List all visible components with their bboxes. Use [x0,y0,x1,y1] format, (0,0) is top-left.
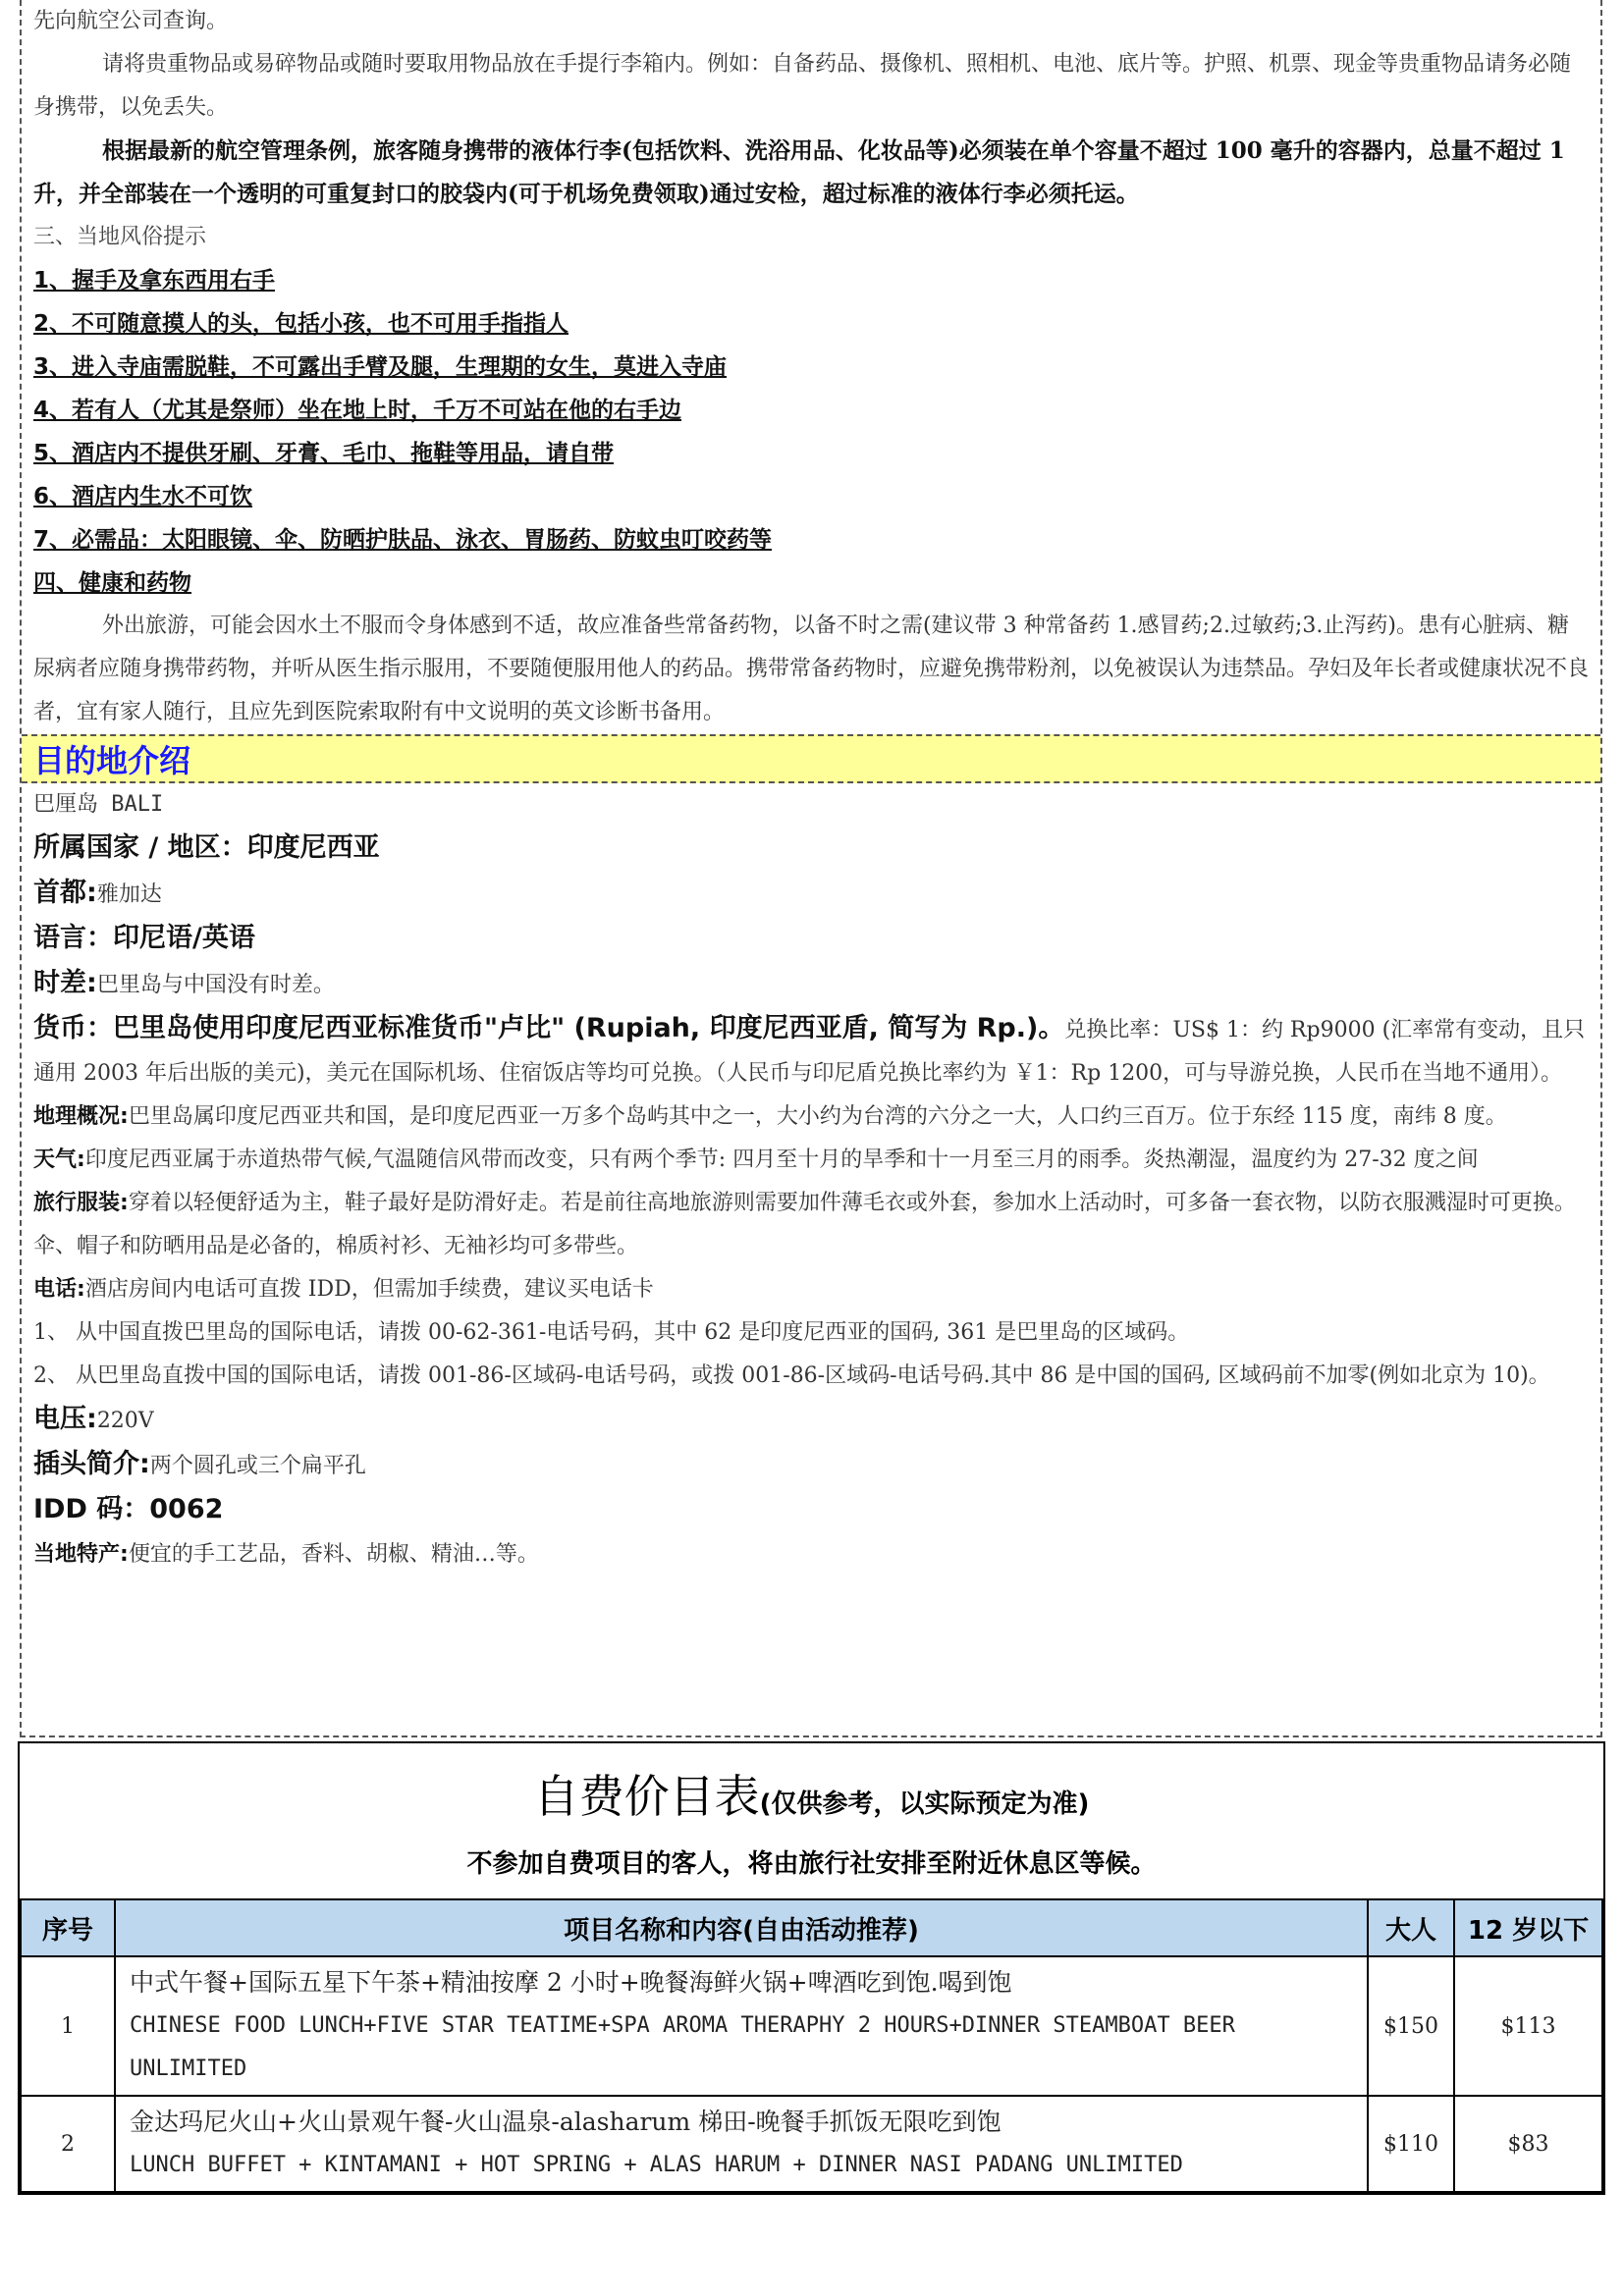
row-description-cn: 中式午餐+国际五星下午茶+精油按摩 2 小时+晚餐海鲜火锅+啤酒吃到饱.喝到饱 [130,1968,1012,1997]
destination-plug: 插头简介:两个圆孔或三个扁平孔 [33,1449,366,1479]
destination-country: 所属国家 / 地区：印度尼西亚 [33,832,380,863]
header-item: 项目名称和内容(自由活动推荐) [115,1899,1368,1956]
price-list-subtitle: 不参加自费项目的客人，将由旅行社安排至附近休息区等候。 [466,1849,1157,1879]
row-adult-price: $150 [1368,1956,1454,2096]
airline-inquiry-text: 先向航空公司查询。 [33,9,229,33]
valuables-paragraph: 请将贵重物品或易碎物品或随时要取用物品放在手提行李箱内。例如：自备药品、摄像机、照相机、电池、底片等。护照、机票、现金等贵重物品请务必随身携带，以免丢失。 [33,52,1572,120]
destination-name: 巴厘岛 BALI [33,792,164,817]
price-table [20,1898,1603,2193]
destination-language: 语言：印尼语/英语 [33,923,255,953]
price-table-header [21,1899,1602,1956]
row-description-cn: 金达玛尼火山+火山景观午餐-火山温泉-alasharum 梯田-晚餐手抓饭无限吃到饱 [130,2108,1001,2136]
price-list-box [18,1741,1605,2195]
price-list-title-text: 自费价目表 [533,1770,760,1823]
destination-phone-item-1: 1、 从中国直拨巴里岛的国际电话，请拨 00-62-361-电话号码，其中 62 是印度尼西亚的国码, 361 是巴里岛的区域码。 [33,1320,1190,1345]
row-description-en: CHINESE FOOD LUNCH+FIVE STAR TEATIME+SPA AROMA THERAPHY 2 HOURS+DINNER STEAMBOAT BEER UNLIMITED [130,2013,1235,2081]
customs-section-title: 三、当地风俗提示 [33,225,207,249]
row-child-price: $113 [1454,1956,1602,2096]
destination-voltage: 电压:220V [33,1404,154,1434]
row-description-en: LUNCH BUFFET + KINTAMANI + HOT SPRING + ALAS HARUM + DINNER NASI PADANG UNLIMITED [130,2153,1183,2177]
header-child: 12 岁以下 [1454,1899,1602,1956]
price-list-title [20,1743,1603,1830]
travel-info-box [20,0,1602,1737]
custom-tip-2: 2、不可随意摸人的头，包括小孩，也不可用手指指人 [33,311,569,337]
destination-geography: 地理概况:巴里岛属印度尼西亚共和国，是印度尼西亚一万多个岛屿其中之一，大小约为台湾的六分之一大，人口约三百万。位于东经 115 度，南纬 8 度。 [33,1104,1507,1129]
row-no: 2 [21,2096,115,2192]
destination-currency: 货币：巴里岛使用印度尼西亚标准货币"卢比" (Rupiah, 印度尼西亚盾, 简写为 Rp.)。兑换比率：US$ 1：约 Rp9000 (汇率常有变动，且只通用 2003 年后出版的美元)，美元在国际机场、住宿饭店等均可兑换。（人民币与印尼盾兑换比率约为 ￥1：Rp 1200，可与导游兑换，人民币在当地不通用）。 [33,1013,1586,1086]
destination-weather: 天气:印度尼西亚属于赤道热带气候,气温随信风带而改变，只有两个季节: 四月至十月的旱季和十一月至三月的雨季。炎热潮湿，温度约为 27-32 度之间 [33,1148,1479,1172]
custom-tip-1: 1、握手及拿东西用右手 [33,268,276,294]
row-description [115,1956,1368,2096]
row-adult-price: $110 [1368,2096,1454,2192]
header-adult: 大人 [1368,1899,1454,1956]
custom-tip-5: 5、酒店内不提供牙刷、牙膏、毛巾、拖鞋等用品，请自带 [33,441,615,466]
row-description [115,2096,1368,2192]
row-child-price: $83 [1454,2096,1602,2192]
destination-band [22,734,1600,783]
liquid-regulation-paragraph: 根据最新的航空管理条例，旅客随身携带的液体行李(包括饮料、洗浴用品、化妆品等)必须装在单个容量不超过 100 毫升的容器内，总量不超过 1 升，并全部装在一个透明的可重复封口的胶袋内(可于机场免费领取)通过安检，超过标准的液体行李必须托运。 [33,137,1565,207]
destination-idd: IDD 码：0062 [33,1494,224,1524]
price-list-title-note: (仅供参考，以实际预定为准) [759,1789,1090,1819]
destination-capital: 首都:雅加达 [33,878,162,908]
destination-band-title: 目的地介绍 [33,742,191,779]
custom-tip-4: 4、若有人（尤其是祭师）坐在地上时，千万不可站在他的右手边 [33,398,682,423]
destination-clothing: 旅行服装:穿着以轻便舒适为主，鞋子最好是防滑好走。若是前往高地旅游则需要加件薄毛衣或外套，参加水上活动时，可多备一套衣物，以防衣服溅湿时可更换。伞、帽子和防晒用品是必备的，棉质衬衫、无袖衫均可多带些。 [33,1191,1576,1258]
custom-tip-6: 6、酒店内生水不可饮 [33,484,253,509]
custom-tip-7: 7、必需品：太阳眼镜、伞、防晒护肤品、泳衣、胃肠药、防蚊虫叮咬药等 [33,527,773,553]
table-row [21,1956,1602,2096]
custom-tip-3: 3、进入寺庙需脱鞋，不可露出手臂及腿，生理期的女生，莫进入寺庙 [33,354,728,380]
destination-timediff: 时差:巴里岛与中国没有时差。 [33,968,335,998]
health-paragraph: 外出旅游，可能会因水土不服而令身体感到不适，故应准备些常备药物，以备不时之需(建议带 3 种常备药 1.感冒药;2.过敏药;3.止泻药)。患有心脏病、糖尿病者应随身携带药物，并听从医生指示服用，不要随便服用他人的药品。携带常备药物时，应避免携带粉剂，以免被误认为违禁品。孕妇及年长者或健康状况不良者，宜有家人随行，且应先到医院索取附有中文说明的英文诊断书备用。 [33,614,1590,724]
destination-phone-item-2: 2、 从巴里岛直拨中国的国际电话，请拨 001-86-区域码-电话号码，或拨 001-86-区域码-电话号码.其中 86 是中国的国码, 区域码前不加零(例如北京为 10)。 [33,1363,1550,1388]
destination-phone: 电话:酒店房间内电话可直拨 IDD，但需加手续费，建议买电话卡 [33,1277,654,1302]
health-section-title: 四、健康和药物 [33,570,191,596]
table-row [21,2096,1602,2192]
destination-specialty: 当地特产:便宜的手工艺品，香料、胡椒、精油…等。 [33,1542,539,1567]
header-no: 序号 [21,1899,115,1956]
row-no: 1 [21,1956,115,2096]
